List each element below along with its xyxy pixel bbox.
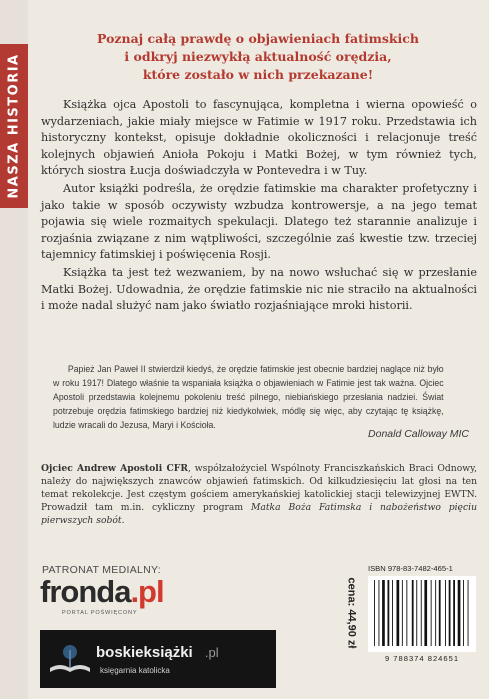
fronda-logo-main: fronda	[40, 574, 131, 609]
author-bio-end-2: .	[121, 515, 125, 526]
tagline	[40, 30, 476, 84]
description	[41, 97, 477, 315]
barcode-number: 9 788374 824651	[384, 654, 460, 663]
isbn-block	[368, 564, 476, 694]
barcode	[368, 576, 476, 652]
description-paragraph: Książka ojca Apostoli to fascynująca, kompletna i wierna opowieść o wydarzeniach, jakie miały miejsce w Fatimie w 1917 roku. Przedstawia ich historyczny kontekst, opisuje dokładnie okoliczności i relacjonuje treść kolejnych objawień Anioła Pokoju i Matki Bożej, w tym również tych, których siostra Łucja doświadczyła w Pontevedra i w Tuy.	[41, 98, 477, 178]
fronda-logo	[40, 574, 164, 610]
endorsement-quote: Papież Jan Paweł II stwierdził kiedyś, że orędzie fatimskie jest obecnie bardziej naglące niż było w roku 1917! Dlatego właśnie ta wspaniała książka o objawieniach w Fatimie jest tak ważna. Ojciec Apostoli przedstawia kolejnemu pokoleniu treść pilnego, niebiańskiego przesłania nadziei. Świat potrzebuje orędzia fatimskiego bardziej niż kiedykolwiek, módlę się więc, aby czytając tę książkę, ludzie wracali do Jezusa, Maryi i Kościoła.	[53, 363, 444, 430]
description-paragraph: Autor książki podreśla, że orędzie fatimskie ma charakter profetyczny i jako takie w sposób oczywisty wzbudza kontrowersje, a na jego temat pojawia się wiele rozmaitych spekulacji. Dlatego też starannie analizuje i rozjaśnia związane z nim wątpliwości, szczególnie zaś kwestie tzw. trzeciej tajemnicy fatimskiej i poświęcenia Rosji.	[41, 181, 477, 262]
boskieksiazki-name: boskieksiążki	[96, 644, 193, 661]
fronda-subtitle: PORTAL POŚWIĘCONY	[62, 610, 138, 616]
open-book-icon	[48, 642, 92, 676]
endorsement-author: Donald Calloway MIC	[368, 428, 469, 440]
tagline-line: Poznaj całą prawdę o objawieniach fatimskich	[97, 31, 419, 46]
description-paragraph: Książka ta jest też wezwaniem, by na nowo wsłuchać się w przesłanie Matki Bożej. Udowadnia, że orędzie fatimskie nic nie straciło na aktualności i może nadal służyć nam jako światło rozjaśniające mroki historii.	[41, 265, 477, 313]
lower-section	[0, 452, 489, 699]
author-program-2: Matka Boża Fatimska i nabożeństwo pięciu pierwszych sobót	[41, 502, 477, 526]
boskieksiazki-pl: .pl	[204, 645, 219, 660]
author-bio-block	[41, 462, 477, 527]
boskieksiazki-subtitle: księgarnia katolicka	[100, 666, 170, 675]
tagline-line: i odkryj niezwykłą aktualność orędzia,	[124, 49, 392, 64]
series-label: NASZA HISTORIA	[6, 53, 22, 199]
patronat-label-2: PATRONAT MEDIALNY:	[42, 564, 161, 576]
fronda-logo-pl: .pl	[130, 574, 164, 609]
boskieksiazki-banner	[40, 630, 276, 688]
author-name-2: Ojciec Andrew Apostoli CFR	[41, 463, 188, 474]
price-text: cena: 44,90 zł	[345, 577, 357, 649]
tagline-line: które zostało w nich przekazane!	[142, 67, 374, 82]
price-label	[340, 568, 362, 658]
isbn-text: ISBN 978-83-7482-465-1	[368, 564, 453, 573]
boskieksiazki-logo	[96, 644, 219, 661]
author-bio-text-2: , współzałożyciel Wspólnoty Franciszkańskich Braci Odnowy, należy do największych znawców objawień fatimskich. Od kilkudziesięciu lat głosi na ten temat rekolekcje. Jest częstym gościem amerykańskiej katolickiej stacji telewizyjnej EWTN. Prowadził tam m.in. cykliczny program	[41, 463, 477, 513]
